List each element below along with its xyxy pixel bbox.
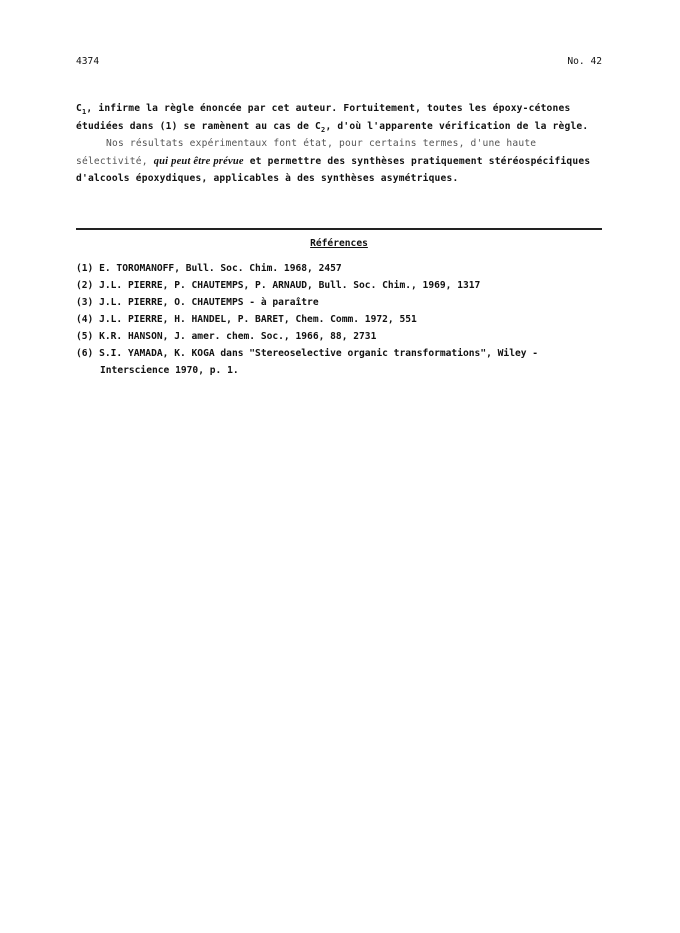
reference-item: (2) J.L. PIERRE, P. CHAUTEMPS, P. ARNAUD, Bull. Soc. Chim., 1969, 1317 bbox=[76, 280, 481, 291]
reference-item: (5) K.R. HANSON, J. amer. chem. Soc., 1966, 88, 2731 bbox=[76, 331, 377, 342]
references-list bbox=[76, 260, 606, 379]
paragraph-text: et permettre des synthèses pratiquement stéréospécifiques d'alcools époxydiques, applicables à des synthèses asymétriques. bbox=[76, 155, 591, 184]
reference-item: (4) J.L. PIERRE, H. HANDEL, P. BARET, Chem. Comm. 1972, 551 bbox=[76, 314, 417, 325]
paragraph-results bbox=[76, 135, 606, 188]
italic-phrase: qui peut être prévue bbox=[153, 155, 244, 167]
reference-item: (6) S.I. YAMADA, K. KOGA dans "Stereoselective organic transformations", Wiley - Interscience 1970, p. 1. bbox=[76, 348, 539, 376]
page-number: 4374 bbox=[76, 56, 100, 67]
section-divider bbox=[76, 228, 602, 230]
paragraph-rule-discussion bbox=[76, 100, 606, 135]
body-text bbox=[76, 100, 606, 188]
paragraph-text: , d'où l'apparente vérification de la règle. bbox=[325, 120, 589, 132]
subscript-1: 1 bbox=[81, 107, 87, 116]
page-header bbox=[76, 54, 602, 70]
issue-number: No. 42 bbox=[567, 56, 602, 67]
reference-item: (1) E. TOROMANOFF, Bull. Soc. Chim. 1968, 2457 bbox=[76, 263, 342, 274]
paragraph-text: , infirme la règle énoncée par cet auteur. Fortuitement, toutes les époxy-cétones étudiées dans (1) se ramènent au cas de C bbox=[76, 103, 571, 132]
subscript-2: 2 bbox=[321, 125, 326, 134]
references-title: Références bbox=[310, 238, 368, 249]
paragraph-text: Nos résultats expérimentaux font état, pour certains termes, d'une haute sélectivité, bbox=[76, 138, 537, 167]
carbon-label: C bbox=[76, 103, 82, 114]
reference-item: (3) J.L. PIERRE, O. CHAUTEMPS - à paraître bbox=[76, 297, 319, 308]
